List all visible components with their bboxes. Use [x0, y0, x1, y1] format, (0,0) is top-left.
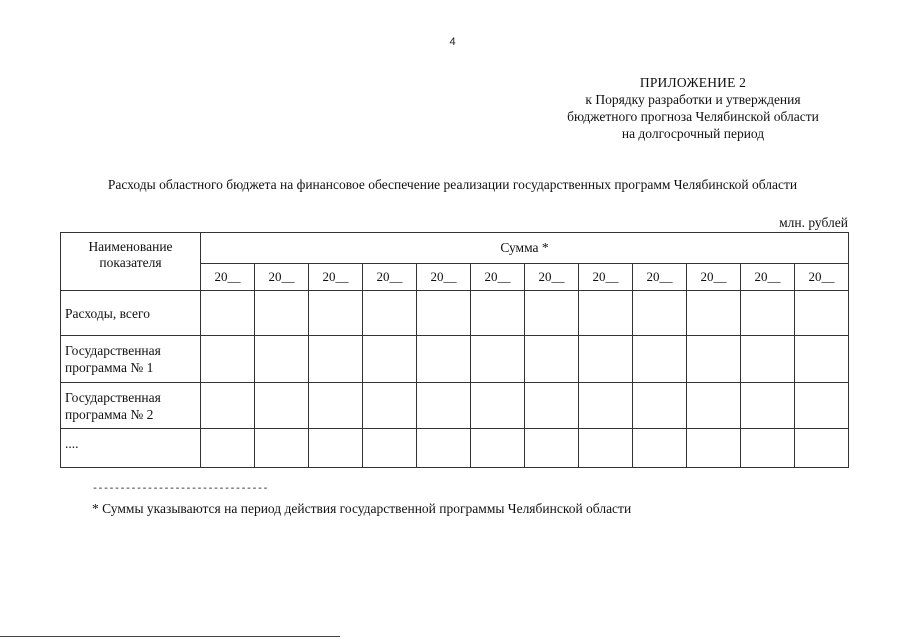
row-label: .... [61, 429, 201, 468]
table-row [61, 383, 849, 429]
row-label: Государственная программа № 1 [61, 336, 201, 383]
units-label: млн. рублей [779, 215, 848, 230]
value-cell [741, 291, 795, 336]
value-cell [471, 383, 525, 429]
value-cell [471, 291, 525, 336]
appendix-line-3: на долгосрочный период [621, 126, 765, 141]
value-cell [363, 429, 417, 468]
value-cell [741, 336, 795, 383]
bottom-divider [0, 636, 340, 637]
table-header-row [61, 233, 849, 264]
name-column-header: Наименование показателя [61, 233, 201, 291]
row-label: Государственная программа № 2 [61, 383, 201, 429]
value-cell [795, 336, 849, 383]
value-cell [471, 336, 525, 383]
value-cell [309, 291, 363, 336]
value-cell [795, 291, 849, 336]
value-cell [309, 383, 363, 429]
table-row [61, 336, 849, 383]
footnote: * Суммы указываются на период действия государственной программы Челябинской области [92, 501, 632, 516]
year-header: 20__ [201, 264, 255, 291]
value-cell [363, 291, 417, 336]
row-label: Расходы, всего [61, 291, 201, 336]
value-cell [255, 383, 309, 429]
value-cell [687, 383, 741, 429]
year-header: 20__ [687, 264, 741, 291]
value-cell [255, 291, 309, 336]
year-header: 20__ [363, 264, 417, 291]
value-cell [363, 336, 417, 383]
value-cell [741, 429, 795, 468]
appendix-header [548, 74, 838, 142]
value-cell [687, 429, 741, 468]
value-cell [309, 429, 363, 468]
value-cell [525, 429, 579, 468]
appendix-line-1: к Порядку разработки и утверждения [585, 92, 801, 107]
value-cell [633, 383, 687, 429]
year-header: 20__ [795, 264, 849, 291]
footnote-separator: -------------------------------- [92, 484, 269, 495]
table-row [61, 429, 849, 468]
value-cell [417, 383, 471, 429]
value-cell [579, 383, 633, 429]
document-title: Расходы областного бюджета на финансовое обеспечение реализации государственных программ Челябинской области [107, 177, 798, 192]
value-cell [201, 336, 255, 383]
value-cell [687, 291, 741, 336]
value-cell [795, 383, 849, 429]
value-cell [795, 429, 849, 468]
value-cell [579, 336, 633, 383]
value-cell [201, 429, 255, 468]
value-cell [525, 336, 579, 383]
table-row [61, 291, 849, 336]
year-header: 20__ [309, 264, 363, 291]
value-cell [633, 291, 687, 336]
value-cell [687, 336, 741, 383]
page-number: 4 [449, 36, 456, 48]
value-cell [363, 383, 417, 429]
value-cell [417, 429, 471, 468]
appendix-title: ПРИЛОЖЕНИЕ 2 [639, 75, 747, 90]
appendix-line-2: бюджетного прогноза Челябинской области [567, 109, 819, 124]
value-cell [633, 336, 687, 383]
value-cell [255, 429, 309, 468]
sum-column-header: Сумма * [201, 233, 849, 264]
value-cell [741, 383, 795, 429]
year-header: 20__ [579, 264, 633, 291]
year-header: 20__ [471, 264, 525, 291]
value-cell [633, 429, 687, 468]
value-cell [201, 383, 255, 429]
year-header: 20__ [417, 264, 471, 291]
value-cell [417, 291, 471, 336]
value-cell [417, 336, 471, 383]
year-header: 20__ [633, 264, 687, 291]
value-cell [525, 383, 579, 429]
value-cell [309, 336, 363, 383]
value-cell [579, 429, 633, 468]
year-header: 20__ [741, 264, 795, 291]
value-cell [525, 291, 579, 336]
value-cell [255, 336, 309, 383]
year-header: 20__ [255, 264, 309, 291]
year-header: 20__ [525, 264, 579, 291]
value-cell [201, 291, 255, 336]
value-cell [471, 429, 525, 468]
expenses-table [60, 232, 849, 468]
value-cell [579, 291, 633, 336]
